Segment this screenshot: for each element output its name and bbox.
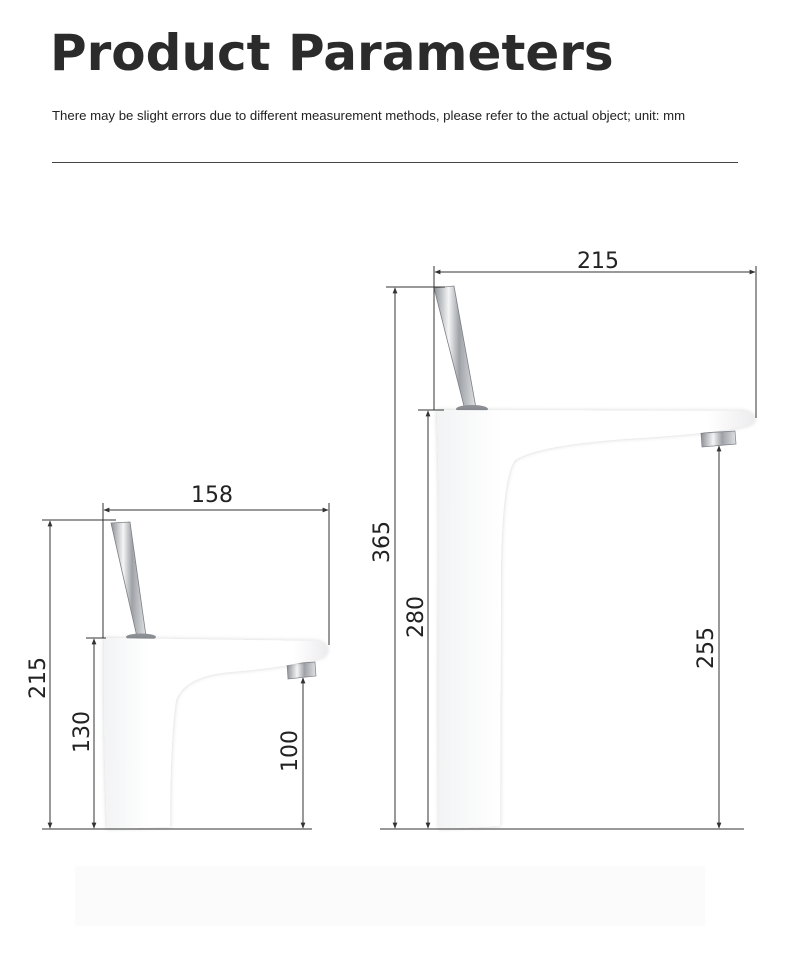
small-width-label: 158 — [191, 483, 233, 508]
page-title: Product Parameters — [50, 24, 614, 82]
tall-body-height-label: 280 — [404, 596, 429, 638]
tall-faucet-body — [437, 410, 755, 829]
tall-width-label: 215 — [577, 249, 619, 274]
small-faucet — [104, 522, 327, 829]
small-total-height-label: 215 — [26, 657, 51, 699]
tall-faucet — [434, 286, 755, 829]
tall-faucet-aerator — [701, 431, 736, 447]
small-spout-height-label: 100 — [278, 730, 303, 772]
small-faucet-lever — [111, 522, 146, 637]
tall-total-height-label: 365 — [370, 521, 395, 563]
tall-faucet-dimensions — [380, 266, 756, 829]
small-body-height-label: 130 — [70, 711, 95, 753]
tall-spout-height-label: 255 — [694, 627, 719, 669]
tall-faucet-lever — [434, 286, 476, 410]
measurement-note: There may be slight errors due to different measurement methods, please refer to the actual object; unit: mm — [52, 108, 686, 123]
